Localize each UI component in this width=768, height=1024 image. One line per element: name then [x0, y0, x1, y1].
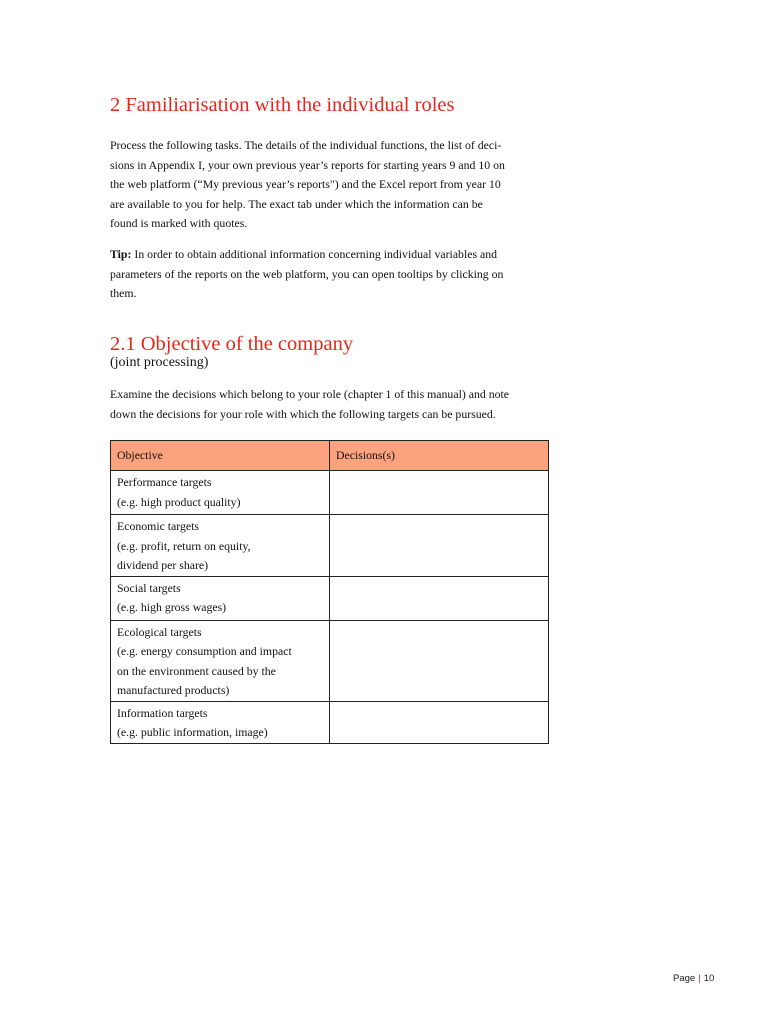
- objective-line: Performance targets: [117, 475, 212, 489]
- page-label: Page: [673, 973, 696, 984]
- table-row: [111, 701, 549, 743]
- decision-cell[interactable]: [330, 576, 549, 620]
- table-row: [111, 620, 549, 701]
- table-row: [111, 471, 549, 515]
- objective-line: (e.g. energy consumption and impact: [117, 644, 292, 658]
- objective-line: (e.g. public information, image): [117, 725, 268, 739]
- decision-cell[interactable]: [330, 701, 549, 743]
- table-row: [111, 576, 549, 620]
- objective-cell: [111, 701, 330, 743]
- tip-first-line: [110, 245, 550, 265]
- objective-line: (e.g. high gross wages): [117, 600, 227, 614]
- objective-cell: [111, 576, 330, 620]
- decision-cell[interactable]: [330, 515, 549, 577]
- intro-line: are available to you for help. The exact tab under which the information can be: [110, 196, 483, 211]
- tip-line: parameters of the reports on the web platform, you can open tooltips by clicking on: [110, 266, 504, 281]
- subsection-title: 2.1 Objective of the company: [110, 333, 354, 355]
- intro-line: the web platform (“My previous year’s reports") and the Excel report from year 10: [110, 177, 501, 192]
- intro-line: found is marked with quotes.: [110, 216, 248, 231]
- objective-line: manufactured products): [117, 683, 230, 697]
- tip-line: them.: [110, 286, 137, 301]
- body-line: down the decisions for your role with which the following targets can be pursued.: [110, 406, 496, 421]
- table-row: [111, 515, 549, 577]
- subsection-subtitle: (joint processing): [110, 355, 209, 370]
- objective-line: Information targets: [117, 705, 208, 720]
- body-line: Examine the decisions which belong to your role (chapter 1 of this manual) and note: [110, 387, 510, 401]
- tip-line: In order to obtain additional information concerning individual variables and: [131, 247, 498, 261]
- page-footer: [673, 973, 714, 984]
- section-title: 2 Familiarisation with the individual roles: [110, 94, 455, 116]
- footer-separator: |: [698, 973, 701, 984]
- page-number: 10: [703, 973, 715, 984]
- objective-line: dividend per share): [117, 558, 209, 572]
- intro-line: Process the following tasks. The details of the individual functions, the list of deci-: [110, 138, 502, 152]
- column-header-objective: Objective: [111, 441, 330, 471]
- objective-line: Economic targets: [117, 519, 200, 533]
- decision-cell[interactable]: [330, 471, 549, 515]
- intro-paragraph: [110, 136, 550, 234]
- subsection-paragraph: [110, 385, 550, 424]
- tip-paragraph: [110, 245, 550, 304]
- objective-line: Ecological targets: [117, 624, 202, 639]
- decision-cell[interactable]: [330, 620, 549, 701]
- table-header-row: [111, 441, 549, 471]
- objective-cell: [111, 471, 330, 515]
- objective-cell: [111, 620, 330, 701]
- objectives-table: [110, 440, 549, 744]
- objective-line: (e.g. profit, return on equity,: [117, 538, 251, 553]
- objective-line: Social targets: [117, 580, 181, 595]
- column-header-decisions: Decisions(s): [330, 441, 549, 471]
- intro-line: sions in Appendix I, your own previous year’s reports for starting years 9 and 10 on: [110, 157, 505, 172]
- objective-cell: [111, 515, 330, 577]
- objective-line: (e.g. high product quality): [117, 494, 241, 509]
- objective-line: on the environment caused by the: [117, 663, 276, 678]
- tip-label: Tip:: [110, 247, 132, 261]
